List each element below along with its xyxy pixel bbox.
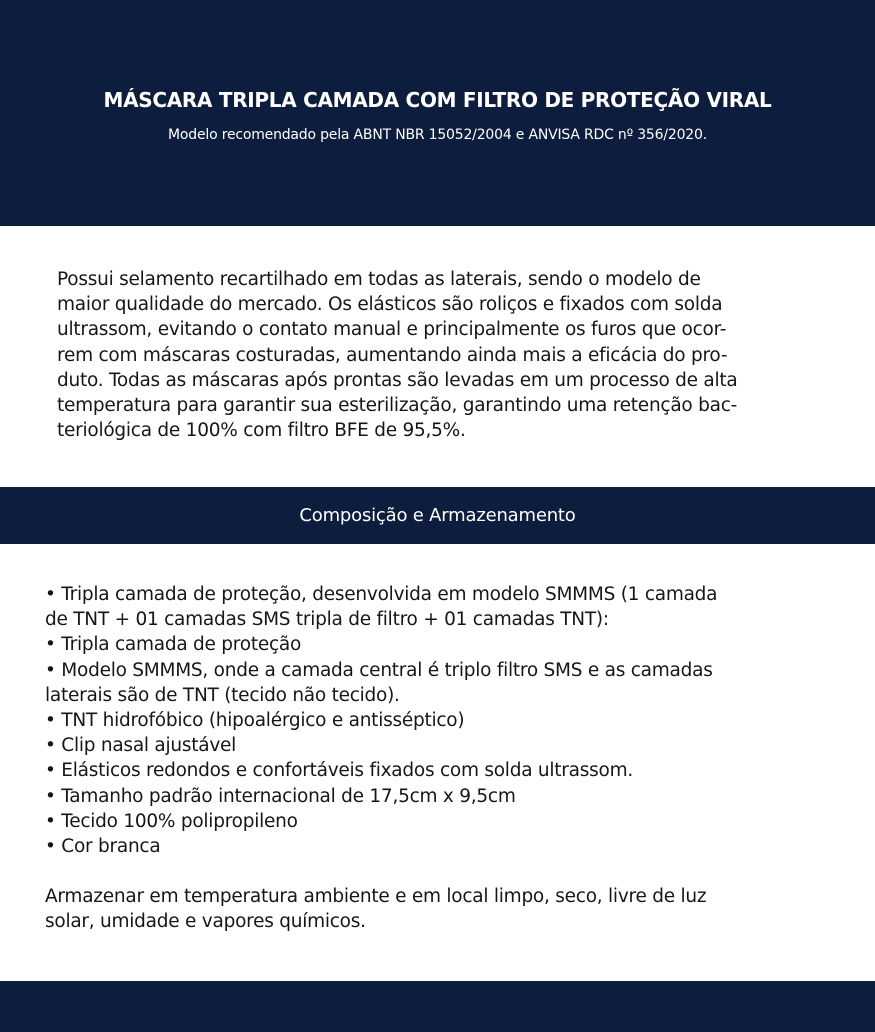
- feature-item: [45, 708, 845, 733]
- feature-line: de TNT + 01 camadas SMS tripla de filtro + 01 camadas TNT):: [45, 609, 609, 631]
- feature-line: laterais são de TNT (tecido não tecido).: [45, 684, 400, 706]
- footer-banner: [0, 981, 875, 1032]
- feature-line: • Tamanho padrão internacional de 17,5cm x 9,5cm: [45, 785, 516, 807]
- description-line: rem com máscaras costuradas, aumentando ainda mais a eficácia do pro-: [57, 344, 728, 366]
- feature-item: [45, 582, 845, 632]
- feature-item: [45, 834, 845, 859]
- feature-line: • Modelo SMMMS, onde a camada central é triplo filtro SMS e as camadas: [45, 659, 713, 681]
- feature-line: • Elásticos redondos e confortáveis fixados com solda ultrassom.: [45, 760, 633, 782]
- feature-line: • Tecido 100% polipropileno: [45, 810, 298, 832]
- feature-line: • Tripla camada de proteção, desenvolvida em modelo SMMMS (1 camada: [45, 584, 718, 605]
- feature-item: [45, 632, 845, 657]
- feature-item: [45, 658, 845, 708]
- description-line: maior qualidade do mercado. Os elásticos são roliços e fixados com solda: [57, 294, 723, 316]
- feature-item: [45, 758, 845, 783]
- features-list: [45, 582, 845, 859]
- description-line: temperatura para garantir sua esterilização, garantindo uma retenção bac-: [57, 395, 738, 417]
- page-subtitle: Modelo recomendado pela ABNT NBR 15052/2004 e ANVISA RDC nº 356/2020.: [168, 127, 707, 143]
- feature-item: [45, 809, 845, 834]
- feature-line: • Tripla camada de proteção: [45, 634, 302, 656]
- header-banner: [0, 0, 875, 226]
- feature-line: • Cor branca: [45, 836, 161, 858]
- product-description: [57, 267, 857, 443]
- description-line: ultrassom, evitando o contato manual e principalmente os furos que ocor-: [57, 319, 727, 341]
- feature-item: [45, 733, 845, 758]
- storage-line: solar, umidade e vapores químicos.: [45, 911, 366, 933]
- page-title: MÁSCARA TRIPLA CAMADA COM FILTRO DE PROTEÇÃO VIRAL: [103, 88, 772, 112]
- feature-item: [45, 784, 845, 809]
- description-line: Possui selamento recartilhado em todas as laterais, sendo o modelo de: [57, 269, 701, 290]
- description-line: teriológica de 100% com filtro BFE de 95,5%.: [57, 420, 466, 442]
- storage-instructions: [45, 884, 845, 934]
- feature-line: • Clip nasal ajustável: [45, 735, 237, 757]
- feature-line: • TNT hidrofóbico (hipoalérgico e antisséptico): [45, 710, 465, 732]
- storage-line: Armazenar em temperatura ambiente e em local limpo, seco, livre de luz: [45, 886, 707, 907]
- description-line: duto. Todas as máscaras após prontas são levadas em um processo de alta: [57, 369, 738, 391]
- section-title: Composição e Armazenamento: [299, 505, 576, 526]
